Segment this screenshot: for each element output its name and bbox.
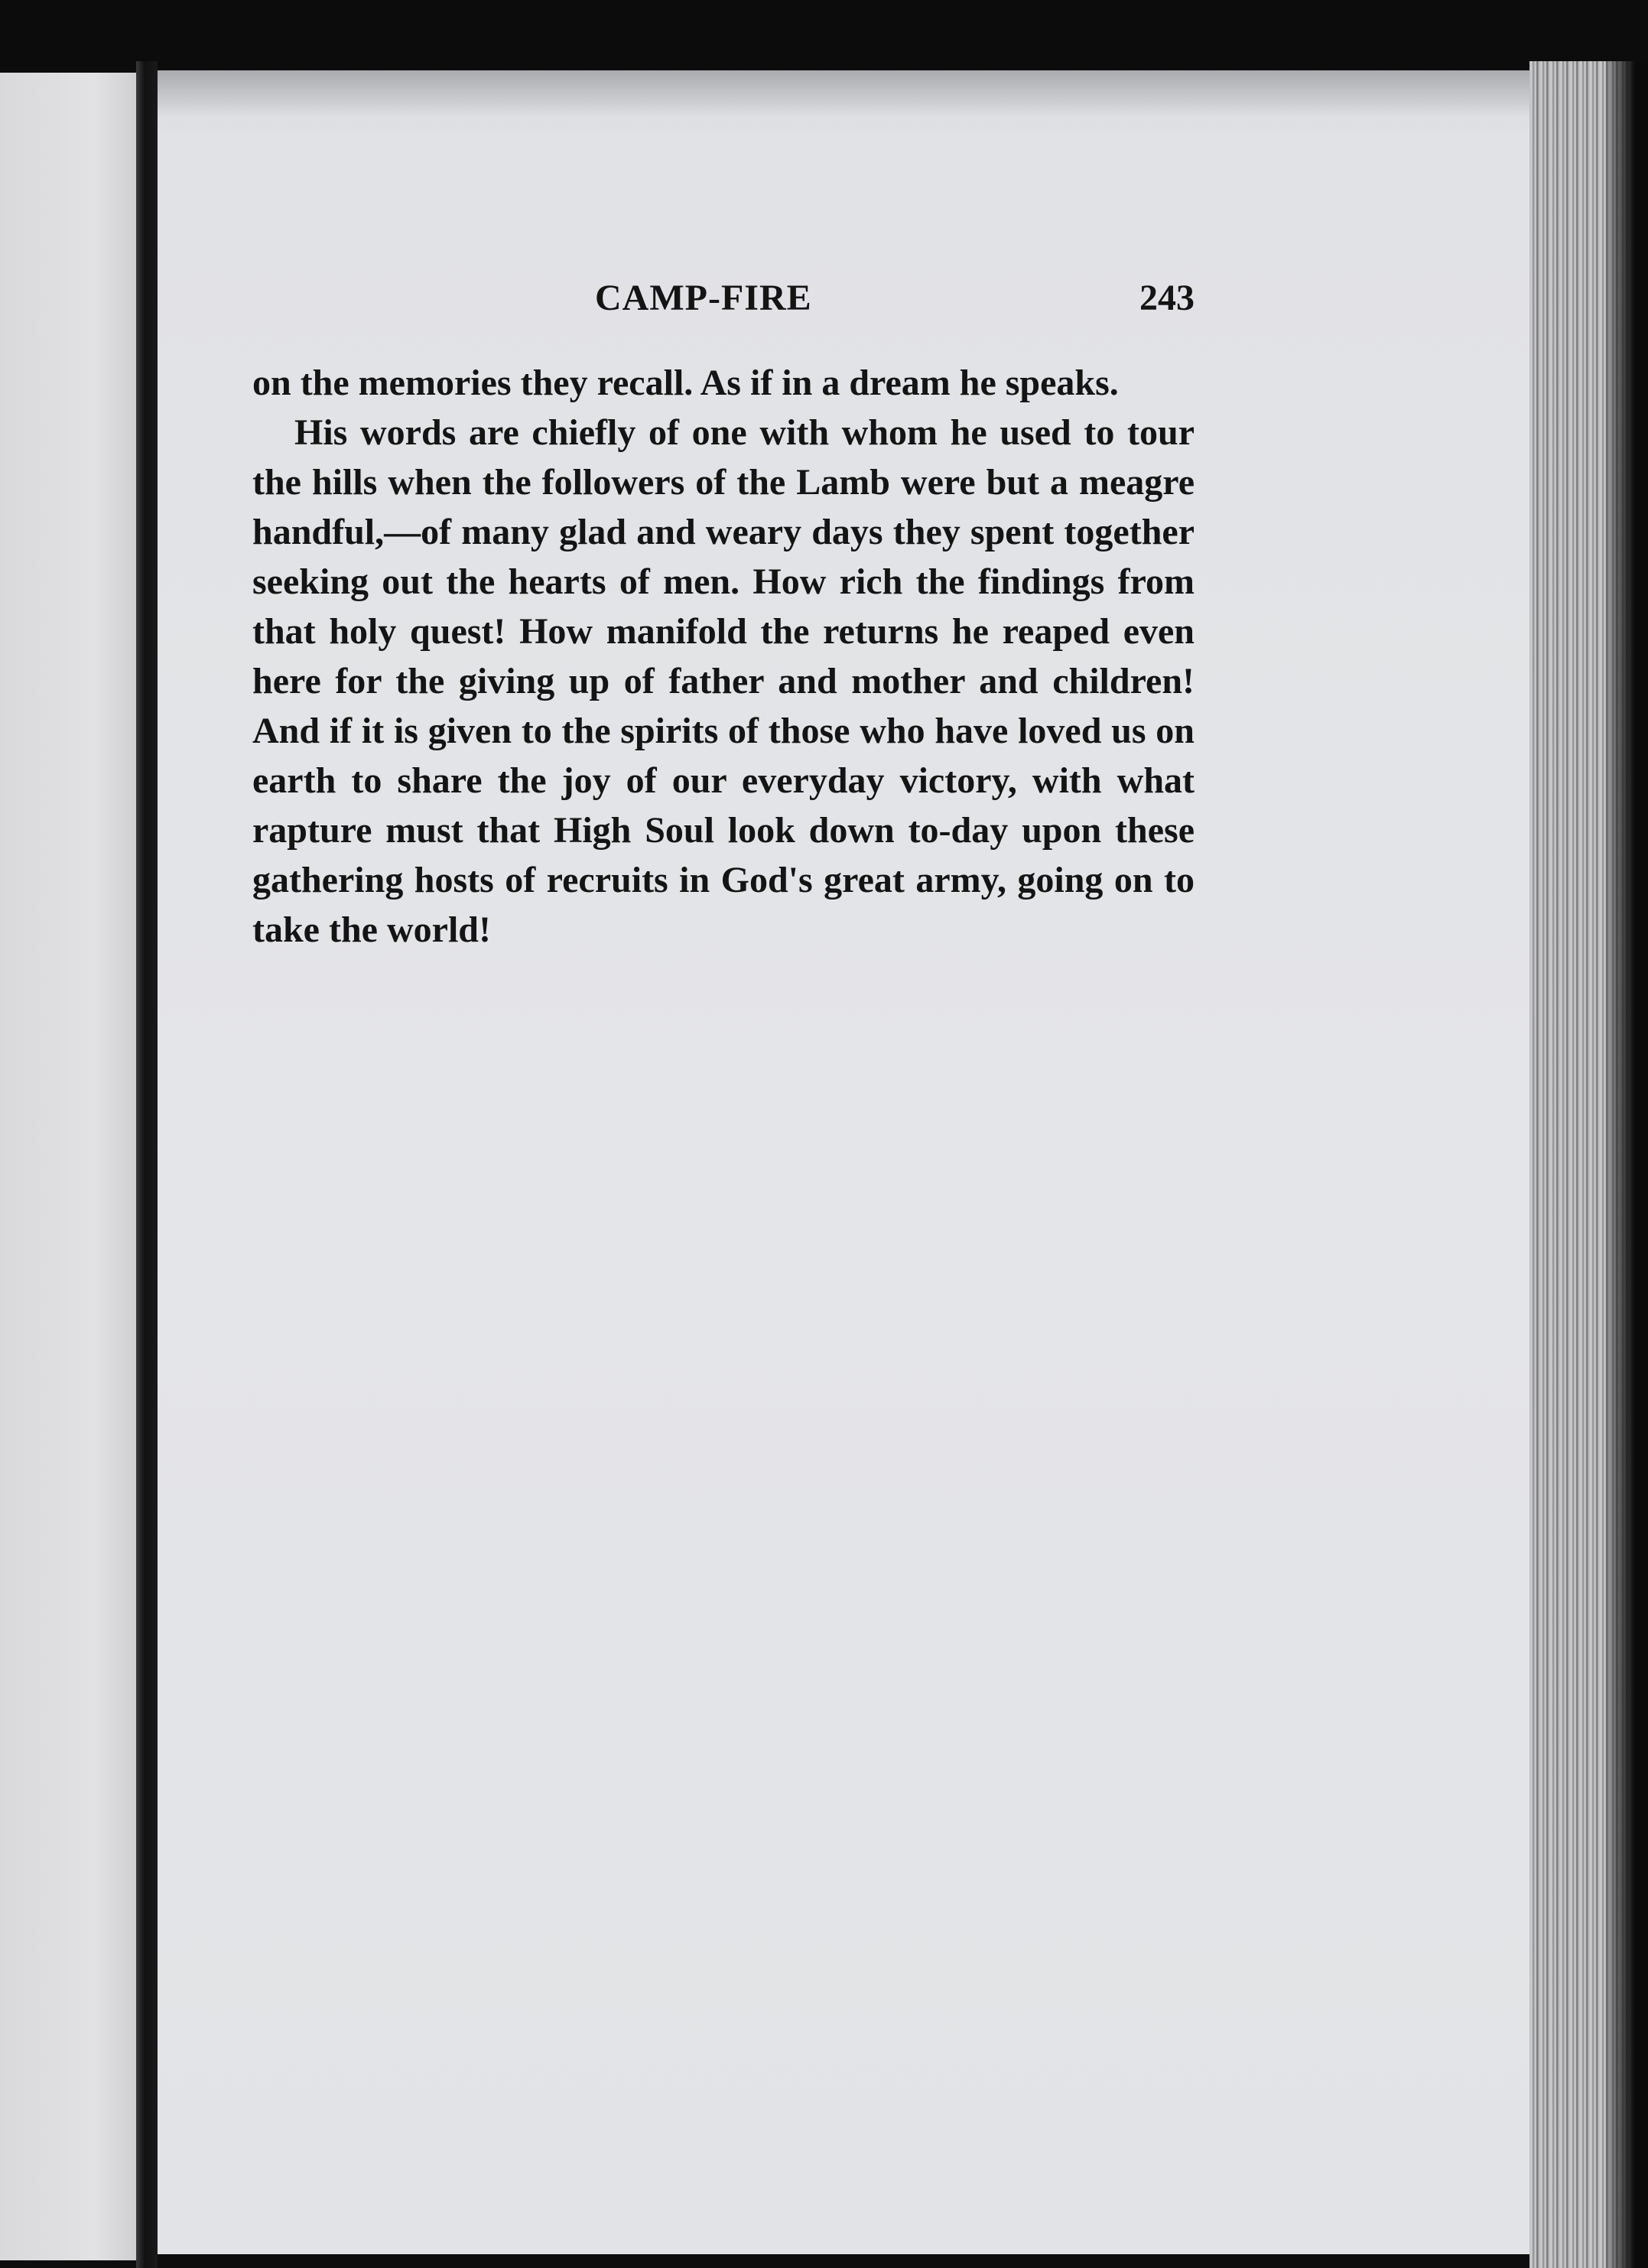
book-gutter [136, 61, 158, 2268]
paragraph-2: His words are chiefly of one with whom he used to tour the hills when the followers of the Lamb were but a meagre handful,—of many glad and weary days they spent together seeking out the hearts of men. How rich the findings from that holy quest! How manifold the returns he reaped even here for the giving up of father and mother and children! And if it is given to the spirits of those who have loved us on earth to share the joy of our everyday victory, with what rapture must that High Soul look down to-day upon these gathering hosts of recruits in God's great army, going on to take the world! [252, 412, 1195, 950]
page-edges [1529, 61, 1648, 2268]
running-title: CAMP-FIRE [595, 278, 812, 318]
scan-background-top [0, 0, 1648, 73]
paragraph-1: on the memories they recall. As if in a dream he speaks. [252, 363, 1119, 403]
page-header [252, 277, 1195, 330]
body-text [252, 358, 1195, 955]
page-number: 243 [1139, 278, 1195, 318]
facing-page-edge [0, 73, 136, 2260]
